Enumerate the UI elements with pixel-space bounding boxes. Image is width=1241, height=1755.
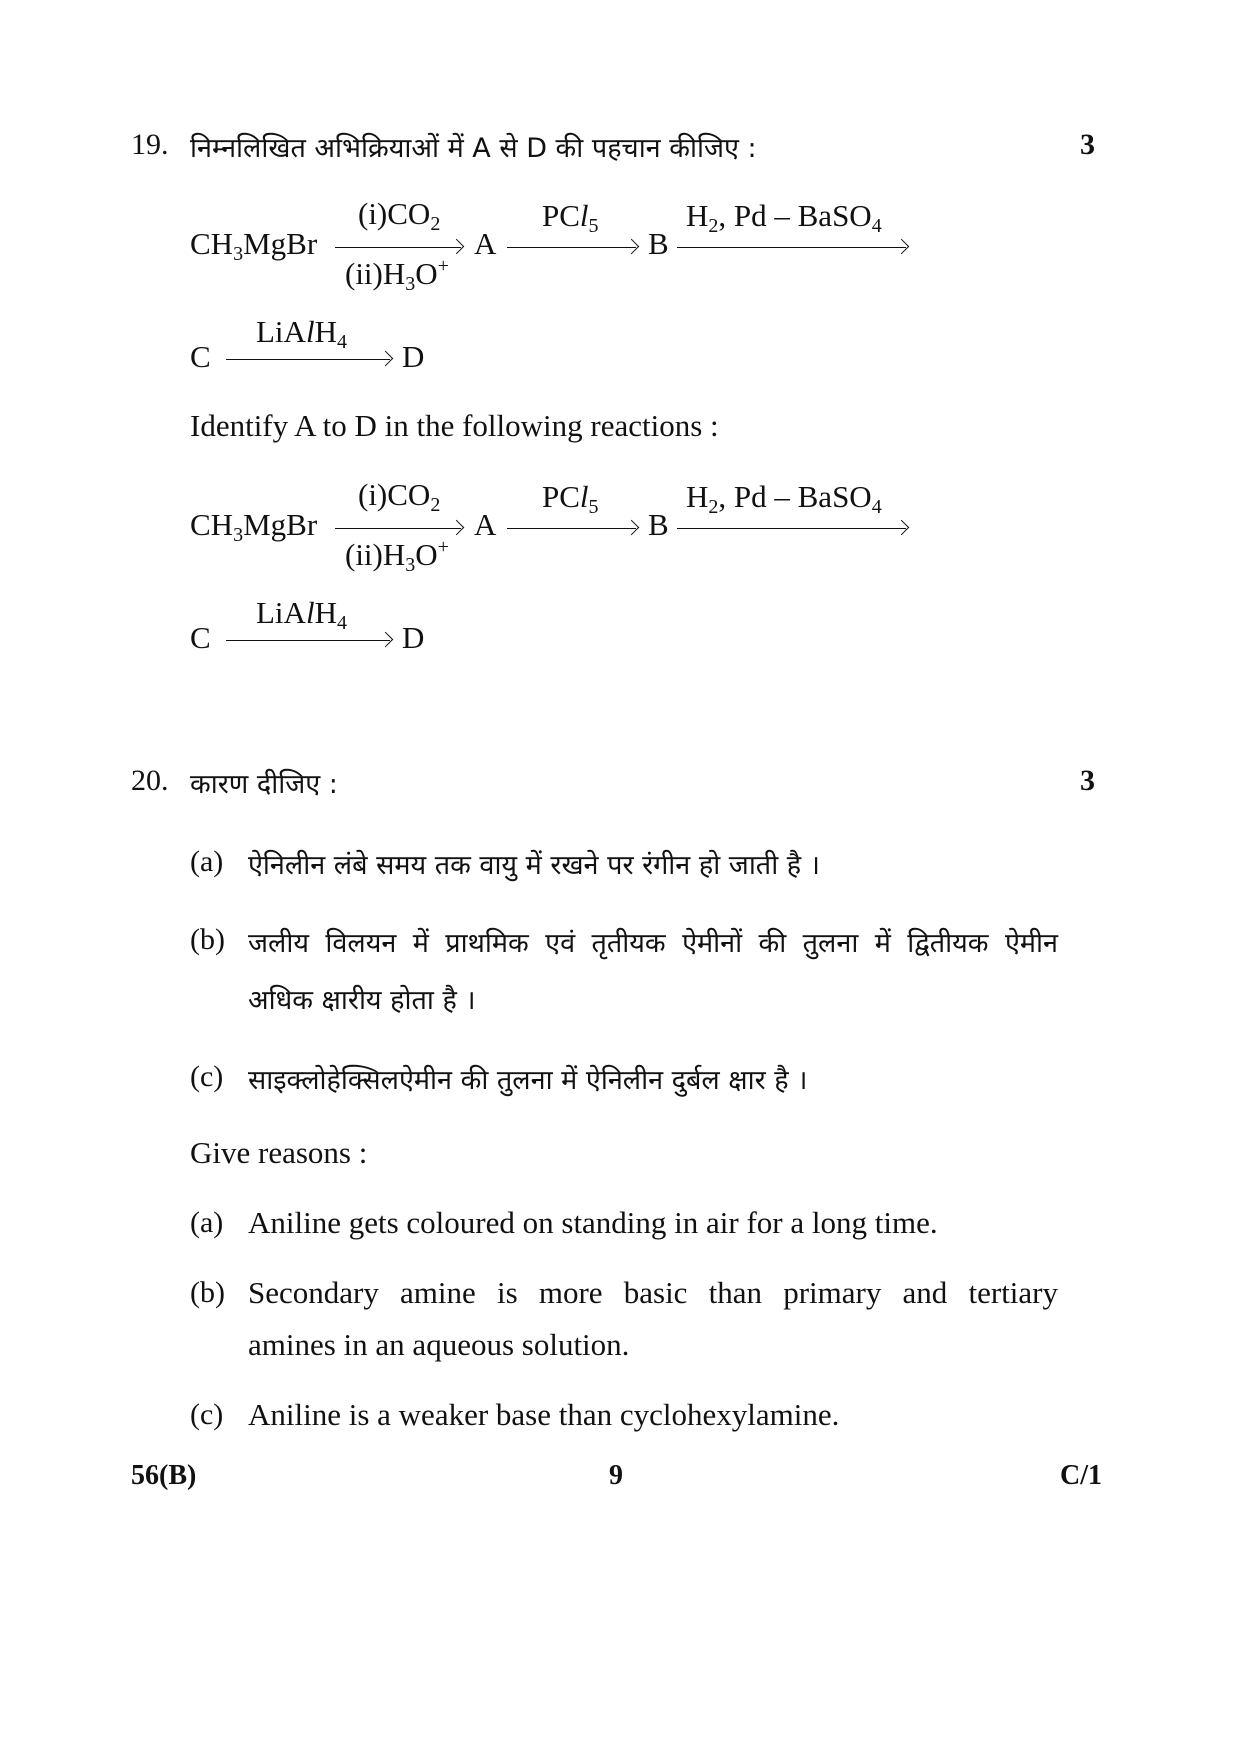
marks: 3 bbox=[1080, 128, 1095, 161]
question-text-english: Identify A to D in the following reactions : bbox=[190, 408, 719, 443]
reagent-start: $CH_3MgBr$ bbox=[190, 507, 318, 546]
reaction-condition: $H_2$, Pd – BaSO$_4$ bbox=[686, 198, 882, 237]
reaction-arrow bbox=[507, 247, 636, 248]
reaction-arrow bbox=[335, 247, 461, 248]
question-text-hindi: कारण दीजिए : bbox=[190, 769, 338, 800]
reaction-condition: LiAlH$_4$ bbox=[256, 595, 347, 634]
product-label: B bbox=[648, 507, 669, 542]
marks: 3 bbox=[1080, 764, 1095, 797]
item-label: (a) bbox=[190, 845, 224, 878]
question-number: 20. bbox=[131, 764, 169, 797]
product-label: C bbox=[190, 620, 211, 655]
reagent-start: $CH_3MgBr$ bbox=[190, 226, 318, 265]
item-text-english: Aniline is a weaker base than cyclohexylamine. bbox=[248, 1397, 840, 1432]
reaction-condition: $(i)CO_2$ bbox=[358, 196, 441, 235]
reaction-condition: $H_2$, Pd – BaSO$_4$ bbox=[686, 479, 882, 518]
item-text-hindi: अधिक क्षारीय होता है । bbox=[248, 985, 476, 1016]
question-text-english: Give reasons : bbox=[190, 1135, 368, 1170]
reaction-condition: $(ii)H_3O^+$ bbox=[345, 536, 449, 576]
item-label: (b) bbox=[190, 1276, 225, 1309]
item-label: (c) bbox=[190, 1398, 224, 1431]
product-label: C bbox=[190, 339, 211, 374]
paper-code: 56(B) bbox=[131, 1460, 197, 1491]
item-text-english: Aniline gets coloured on standing in air for a long time. bbox=[248, 1205, 938, 1240]
reaction-arrow bbox=[335, 528, 461, 529]
reaction-condition: $(i)CO_2$ bbox=[358, 477, 441, 516]
reaction-arrow bbox=[677, 528, 906, 529]
item-text-hindi: ऐनिलीन लंबे समय तक वायु में रखने पर रंगीन हो जाती है । bbox=[248, 850, 820, 881]
reaction-condition: $(ii)H_3O^+$ bbox=[345, 255, 449, 295]
item-text-english: amines in an aqueous solution. bbox=[248, 1327, 630, 1362]
question-text-hindi: निम्नलिखित अभिक्रियाओं में A से D की पहचान कीजिए : bbox=[190, 133, 757, 164]
item-text-english: Secondary amine is more basic than primary and tertiary bbox=[248, 1275, 1058, 1310]
reaction-arrow bbox=[226, 359, 390, 360]
reaction-arrow bbox=[507, 528, 636, 529]
item-text-hindi: जलीय विलयन में प्राथमिक एवं तृतीयक ऐमीनों की तुलना में द्वितीयक ऐमीन bbox=[248, 928, 1058, 959]
item-text-hindi: साइक्लोहेक्सिलऐमीन की तुलना में ऐनिलीन दुर्बल क्षार है । bbox=[248, 1065, 808, 1096]
reaction-arrow bbox=[226, 640, 390, 641]
reaction-condition: LiAlH$_4$ bbox=[256, 314, 347, 353]
item-label: (b) bbox=[190, 923, 225, 956]
product-label: B bbox=[648, 226, 669, 261]
item-label: (a) bbox=[190, 1206, 224, 1239]
page-number: 9 bbox=[609, 1460, 623, 1491]
question-number: 19. bbox=[131, 128, 169, 161]
product-label: A bbox=[474, 226, 497, 261]
product-label: D bbox=[402, 620, 425, 655]
set-code: C/1 bbox=[1060, 1460, 1102, 1491]
item-label: (c) bbox=[190, 1060, 224, 1093]
product-label: D bbox=[402, 339, 425, 374]
reaction-condition: PCl$_5$ bbox=[542, 198, 599, 237]
reaction-condition: PCl$_5$ bbox=[542, 479, 599, 518]
reaction-arrow bbox=[677, 247, 906, 248]
product-label: A bbox=[474, 507, 497, 542]
